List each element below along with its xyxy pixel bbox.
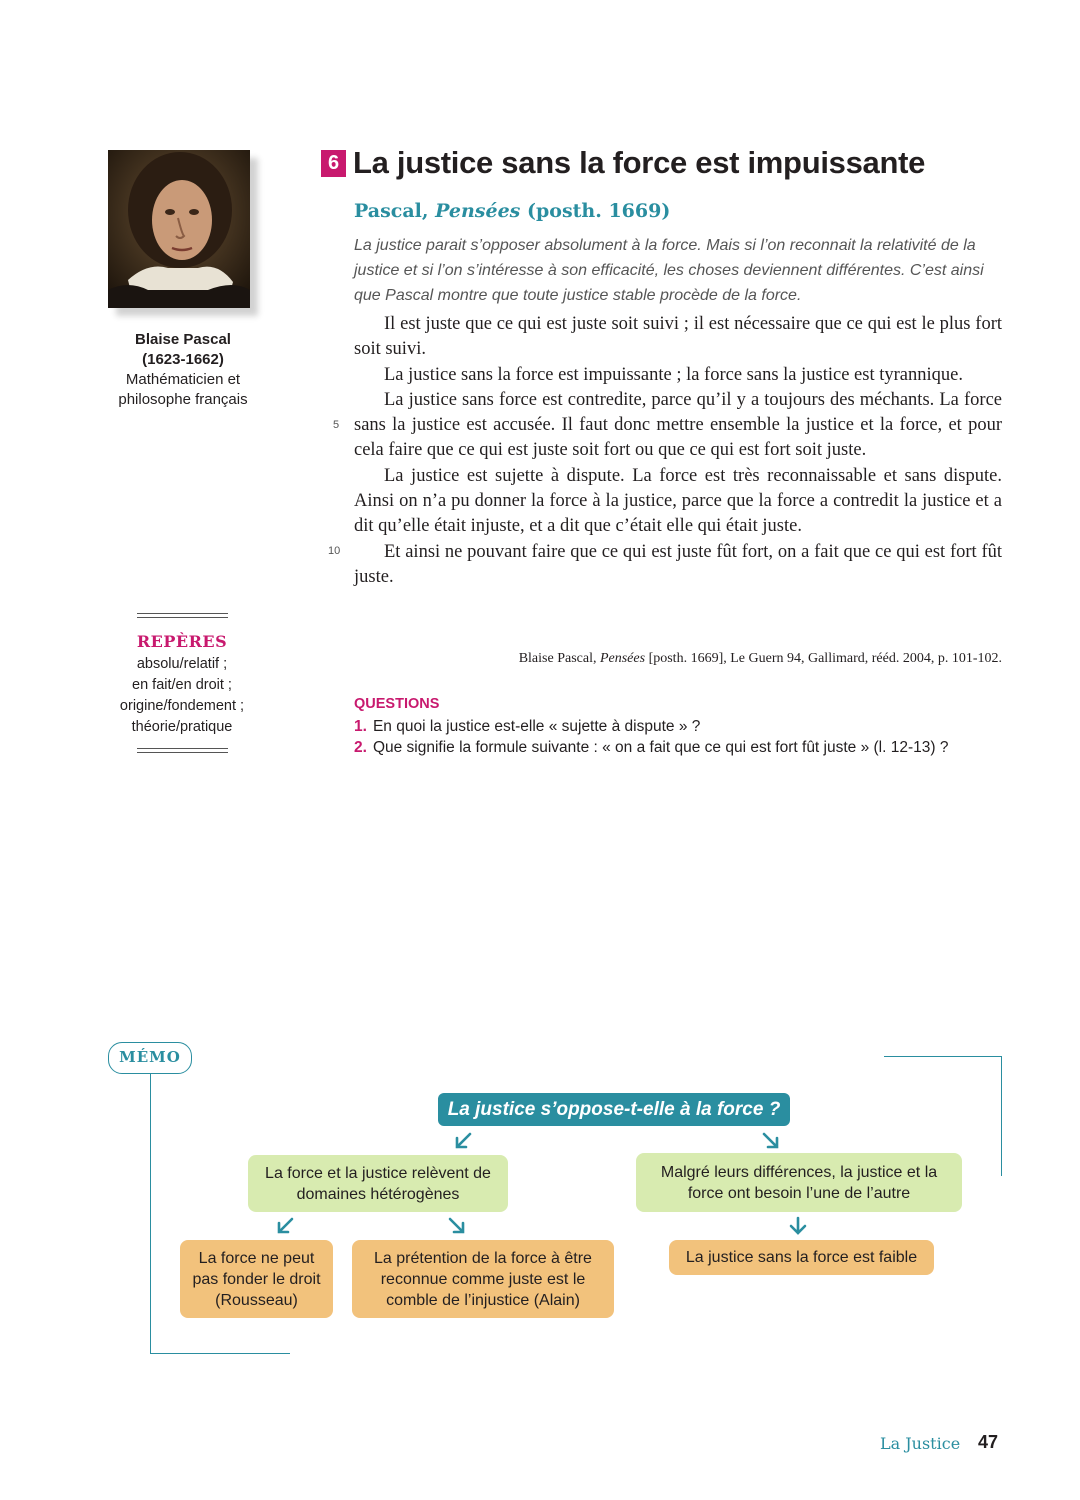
memo-box-heterogeneous: La force et la justice relèvent de domaines hétérogènes	[248, 1155, 508, 1212]
line-number: 10	[328, 545, 341, 557]
author-role-line1: Mathématicien et	[125, 371, 241, 388]
excerpt-paragraph: La justice sans la force est impuissante ; la force sans la justice est tyrannique.	[384, 364, 963, 385]
source-work: Pensées	[599, 651, 646, 666]
arrow-down-left-icon	[274, 1215, 296, 1237]
source-details: [posth. 1669], Le Guern 94, Gallimard, rééd. 2004, p. 101-102.	[645, 651, 1002, 666]
arrow-down-right-icon	[760, 1130, 782, 1152]
memo-box-interdependent: Malgré leurs différences, la justice et la force ont besoin l’une de l’autre	[636, 1153, 962, 1212]
reperes-item: absolu/relatif ;	[136, 656, 228, 672]
author-role-line2: philosophe français	[118, 391, 248, 408]
page-number: 47	[978, 1432, 999, 1452]
source-author: Blaise Pascal,	[518, 651, 600, 666]
reperes-title: REPÈRES	[136, 632, 228, 651]
excerpt-text	[354, 312, 1002, 590]
page-title: La justice sans la force est impuissante	[353, 145, 926, 180]
reperes-item: origine/fondement ;	[119, 698, 245, 714]
question-item	[354, 737, 1014, 758]
questions-list	[354, 716, 1014, 758]
subtitle-work: Pensées	[435, 200, 521, 222]
author-caption	[108, 330, 258, 410]
subtitle-author: Pascal,	[354, 200, 436, 222]
excerpt-paragraph: Et ainsi ne pouvant faire que ce qui est juste fût fort, on a fait que ce qui est fort fût juste.	[354, 541, 1002, 587]
text-subtitle	[354, 200, 670, 222]
questions-title: QUESTIONS	[354, 696, 440, 712]
arrow-down-left-icon	[452, 1130, 474, 1152]
source-citation	[354, 651, 1002, 667]
question-text: En quoi la justice est-elle « sujette à dispute » ?	[372, 718, 701, 735]
footer-section: La Justice	[880, 1434, 961, 1453]
reperes-bottom-rule	[137, 748, 228, 753]
author-dates: (1623-1662)	[142, 351, 224, 368]
intro-text: La justice parait s’opposer absolument à la force. Mais si l’on reconnait la relativité de la justice et si l’on s’intéresse à son efficacité, les choses deviennent différentes. C’est ainsi que Pascal montre que toute justice stable procède de la force.	[354, 237, 984, 304]
memo-box-weak-justice: La justice sans la force est faible	[669, 1240, 934, 1275]
excerpt-paragraph: La justice est sujette à dispute. La force est très reconnaissable et sans dispute. Ainsi on n’a pu donner la force à la justice, parce que la force a contredit la justice et a dit qu’elle était injuste, et a dit que c’était elle qui était juste.	[354, 465, 1002, 537]
question-number: 1.	[354, 718, 367, 735]
arrow-down-right-icon	[446, 1215, 468, 1237]
question-item	[354, 716, 1014, 737]
reperes-item: en fait/en droit ;	[132, 677, 232, 693]
reperes-item: théorie/pratique	[131, 719, 233, 735]
reperes-list	[112, 654, 252, 738]
excerpt-paragraph: La justice sans force est contredite, parce qu’il y a toujours des méchants. La force sans la justice est accusée. Il faut donc mettre ensemble la justice et la force, et pour cela faire que ce qui est juste soit fort ou que ce qui est fort soit juste.	[354, 389, 1002, 461]
memo-question: La justice s’oppose-t-elle à la force ?	[438, 1093, 790, 1126]
memo-box-rousseau: La force ne peut pas fonder le droit (Rousseau)	[180, 1240, 333, 1318]
question-number: 2.	[354, 739, 367, 756]
subtitle-date: (posth. 1669)	[520, 200, 671, 222]
author-portrait	[108, 150, 250, 308]
author-name: Blaise Pascal	[135, 331, 231, 348]
excerpt-paragraph: Il est juste que ce qui est juste soit suivi ; il est nécessaire que ce qui est le plus fort soit suivi.	[354, 314, 1002, 360]
memo-tag: MÉMO	[108, 1042, 192, 1074]
question-text: Que signifie la formule suivante : « on a fait que ce qui est fort fût juste » (l. 12-13) ?	[372, 739, 949, 756]
line-number: 5	[333, 419, 340, 431]
reperes-top-rule	[137, 613, 228, 618]
text-number-badge: 6	[321, 150, 346, 177]
arrow-down-icon	[787, 1215, 809, 1237]
memo-box-alain: La prétention de la force à être reconnue comme juste est le comble de l’injustice (Alain)	[352, 1240, 614, 1318]
